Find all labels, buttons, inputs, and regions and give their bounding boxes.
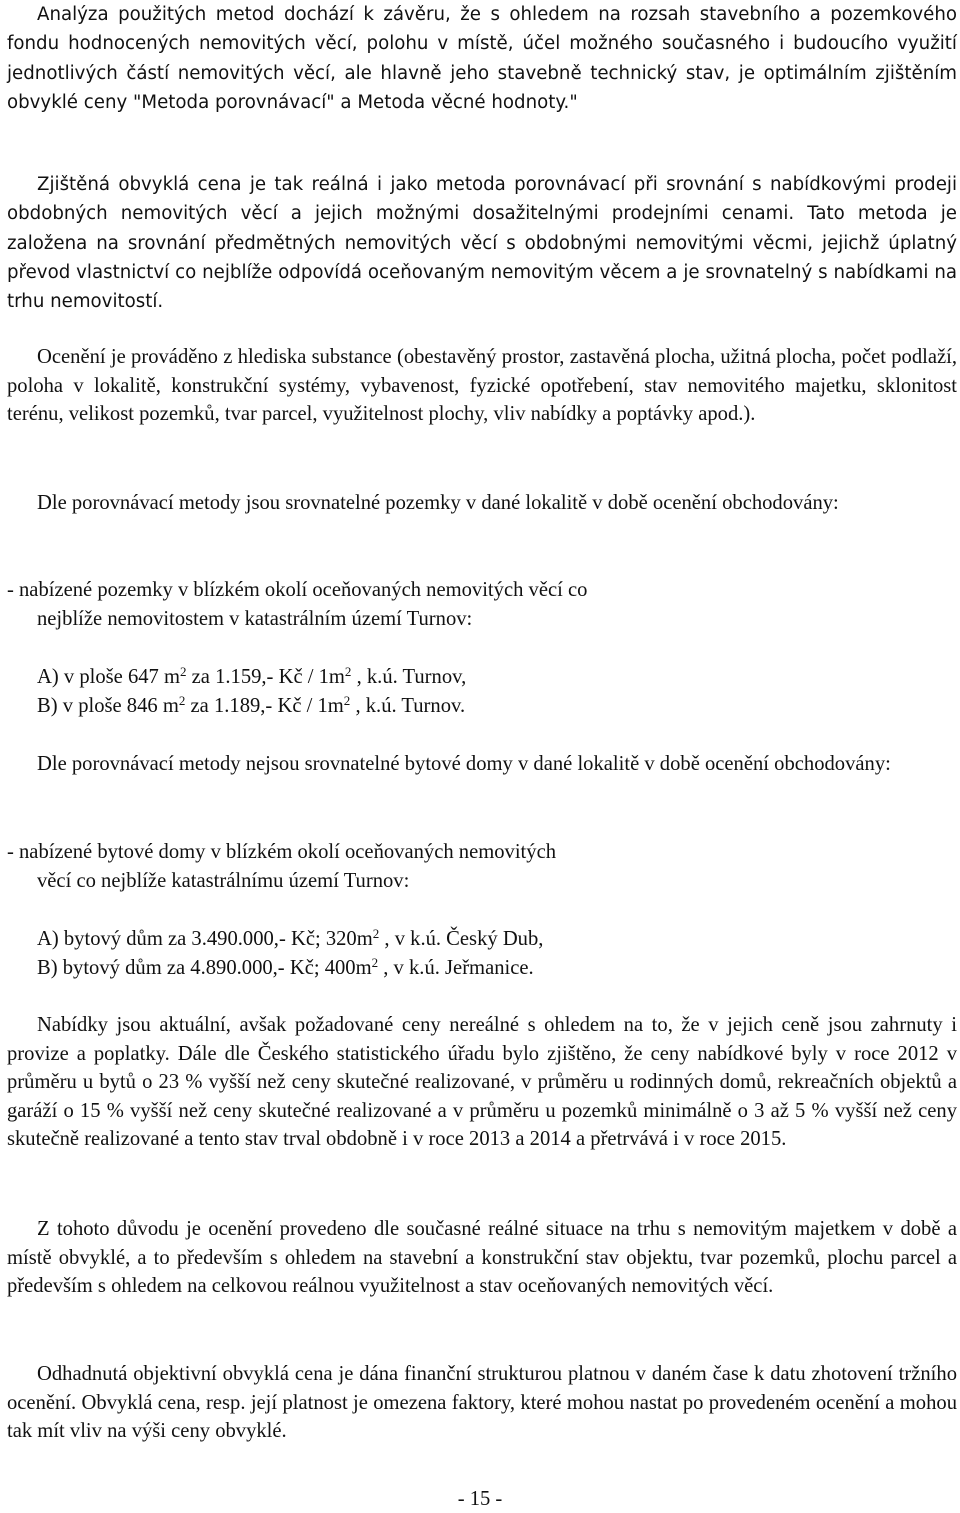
paragraph-valuation-substance: Ocenění je prováděno z hlediska substance (obestavěný prostor, zastavěná plocha, užitná plocha, počet podlaží, poloha v lokalitě, konstrukční systémy, vybavenost, fyzické opotřebení, stav nemovitého majetku, sklonitost terénu, velikost pozemků, tvar parcel, využitelnost plochy, vliv nabídky a poptávky apod.). — [7, 346, 957, 426]
list-land-offers — [7, 663, 957, 720]
land-offer-a: A) v ploše 647 $m^2$ za 1.159,- Kč / $1m^2$ , k.ú. Turnov, — [37, 664, 467, 688]
list-house-offers — [7, 925, 957, 982]
paragraph-offers-statistics: Nabídky jsou aktuální, avšak požadované ceny nereálné s ohledem na to, že v jejich ceně jsou zahrnuty i provize a poplatky. Dále dle Českého statistického úřadu bylo zjištěno, že ceny nabídkové byly v roce 2012 v průměru u bytů o 23 % vyšší než ceny skutečné realizované, v průměru u rodinných domů, rekreačních objektů a garáží o 15 % vyšší než ceny skutečné realizované a v průměru u pozemků minimálně o 3 až 5 % vyšší než ceny skutečně realizované a tento stav trval obdobně i v roce 2013 a 2014 a přetrvává i v roce 2015. — [7, 1014, 957, 1151]
paragraph-comparable-houses: Dle porovnávací metody nejsou srovnatelné bytové domy v dané lokalitě v době ocenění obchodovány: — [37, 753, 891, 775]
paragraph-analysis-conclusion: Analýza použitých metod dochází k závěru, že s ohledem na rozsah stavebního a pozemkového fondu hodnocených nemovitých věcí, polohu v místě, účel možného současného i budoucího využití jednotlivých částí nemovitých věcí, ale hlavně jeho stavebně technický stav, je optimálním zjištěním obvyklé ceny "Metoda porovnávací" a Metoda věcné hodnoty." — [7, 4, 957, 113]
paragraph-estimated-price: Odhadnutá objektivní obvyklá cena je dána finanční strukturou platnou v daném čase k datu zhotovení tržního ocenění. Obvyklá cena, resp. její platnost je omezena faktory, které mohou nastat po provedeném ocenění a mohou tak mít vliv na výši ceny obvyklé. — [7, 1363, 957, 1443]
house-offer-b: B) bytový dům za 4.890.000,- Kč; $400m^2$ , v k.ú. Jeřmanice. — [37, 954, 534, 979]
list-offered-land: - nabízené pozemky v blízkém okolí oceňovaných nemovitých věcí co nejblíže nemovitostem v katastrálním území Turnov: — [7, 579, 588, 630]
land-offer-b: B) v ploše 846 $m^2$ za 1.189,- Kč / $1m^2$ , k.ú. Turnov. — [37, 692, 466, 717]
house-offer-a: A) bytový dům za 3.490.000,- Kč; $320m^2$ , v k.ú. Český Dub, — [37, 926, 544, 950]
list-offered-houses: - nabízené bytové domy v blízkém okolí oceňovaných nemovitých věcí co nejblíže katastrálnímu území Turnov: — [7, 841, 557, 892]
page-number: - 15 - — [457, 1488, 503, 1510]
paragraph-valuation-reason: Z tohoto důvodu je ocenění provedeno dle současné reálné situace na trhu s nemovitým majetkem v době a místě obvyklé, a to především s ohledem na stavební a konstrukční stav objektu, tvar pozemků, plochu parcel a především s ohledem na celkovou reálnou využitelnost a stav oceňovaných nemovitých věcí. — [7, 1218, 957, 1298]
paragraph-comparable-land: Dle porovnávací metody jsou srovnatelné pozemky v dané lokalitě v době ocenění obchodovány: — [37, 492, 839, 514]
paragraph-usual-price: Zjištěná obvyklá cena je tak reálná i jako metoda porovnávací při srovnání s nabídkovými prodeji obdobných nemovitých věcí a jejich možnými dosažitelnými prodejními cenami. Tato metoda je založena na srovnání předmětných nemovitých věcí s obdobnými nemovitými věcmi, jejichž úplatný převod vlastnictví co nejblíže odpovídá oceňovaným nemovitým věcem a je srovnatelný s nabídkami na trhu nemovitostí. — [7, 174, 957, 313]
